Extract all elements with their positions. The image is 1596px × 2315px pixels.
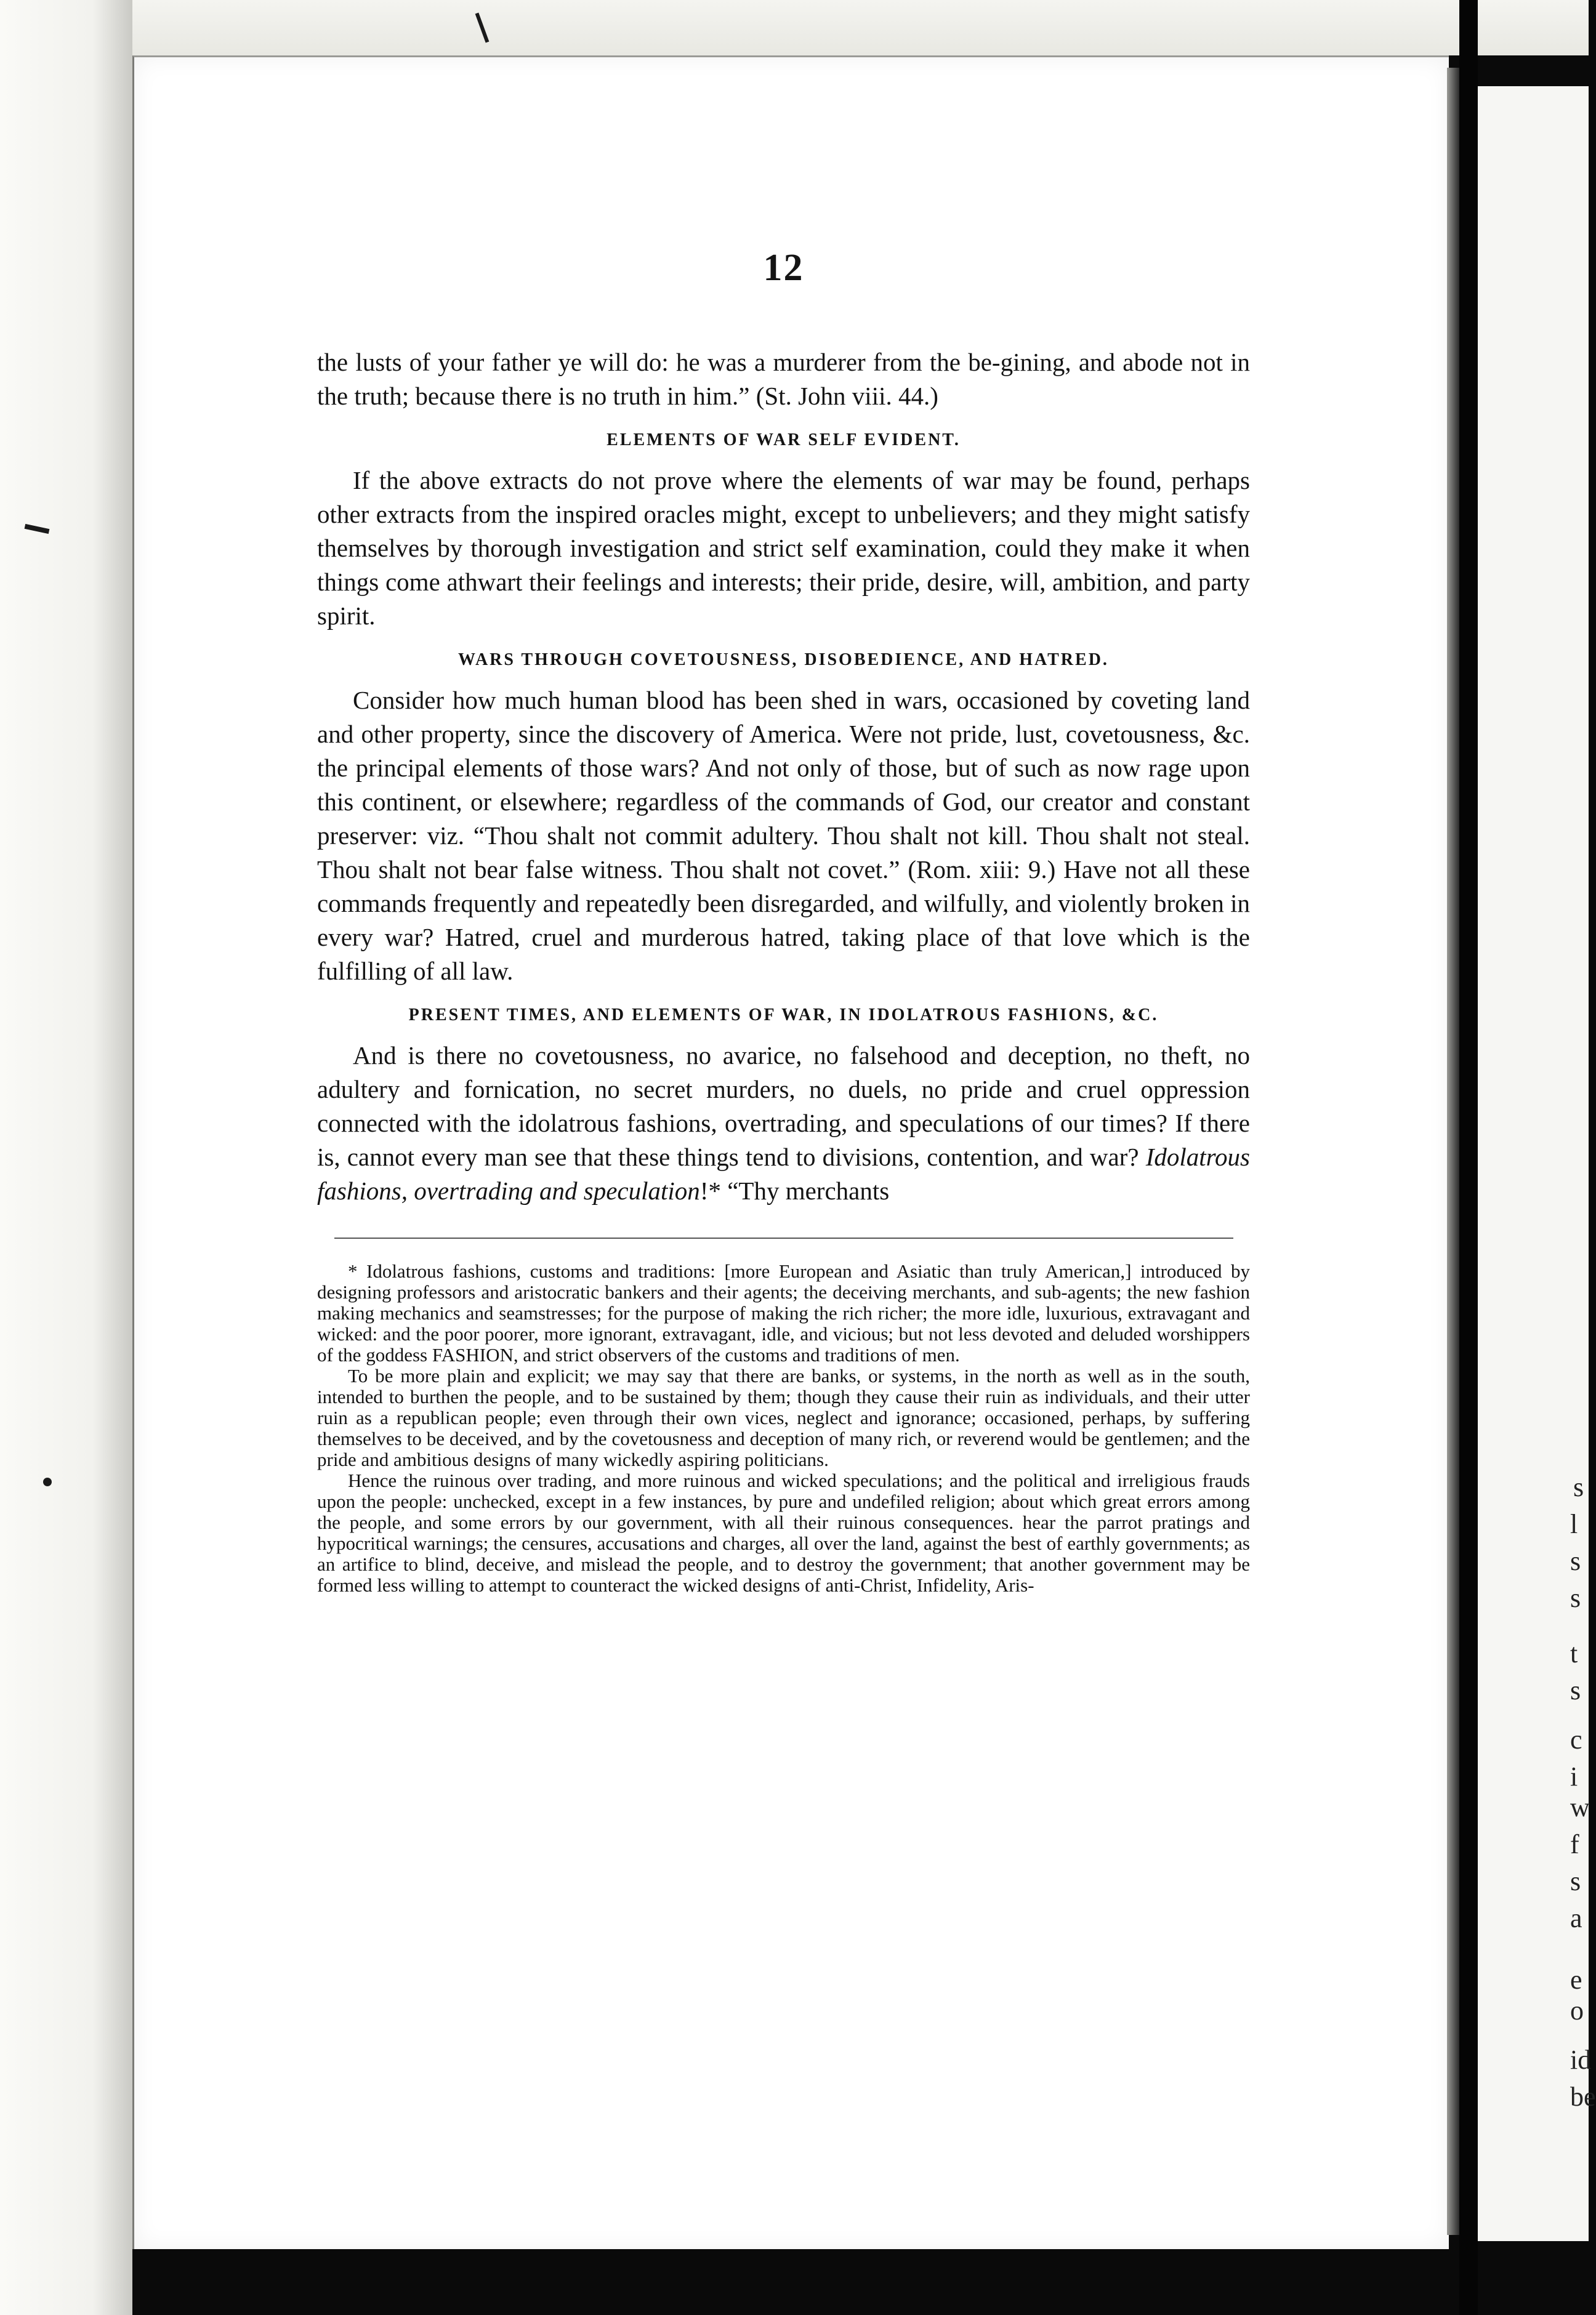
section-heading-war-self-evident: ELEMENTS OF WAR SELF EVIDENT. xyxy=(607,430,961,449)
section-heading-covetousness: WARS THROUGH COVETOUSNESS, DISOBEDIENCE, AND HATRED. xyxy=(458,650,1109,669)
next-page-text: f xyxy=(1570,1829,1579,1859)
next-page-text: s xyxy=(1570,1546,1581,1576)
adjacent-page-fragment xyxy=(1478,86,1596,2241)
next-page-text: o xyxy=(1570,1995,1584,2026)
next-page-text: id xyxy=(1570,2045,1592,2075)
page-number: 12 xyxy=(763,247,804,289)
next-page-text: s xyxy=(1570,1583,1581,1613)
paragraph-text: And is there no covetousness, no avarice, no falsehood and deception, no theft, no adultery and fornication, no secret murders, no duels, no pride and cruel oppression connected with the idolatrous fashions, overtrading, and speculations of our times? If there is, cannot every man see that these things tend to divisions, contention, and war? xyxy=(317,1041,1250,1171)
next-page-text: s xyxy=(1570,1866,1581,1896)
footnotes xyxy=(317,1261,1250,1596)
scan-background-left xyxy=(0,0,132,2315)
page-content xyxy=(317,246,1250,1596)
page-edge-shadow xyxy=(1447,68,1459,2235)
next-page-text: a xyxy=(1570,1903,1582,1933)
next-page-text: l xyxy=(1570,1509,1578,1539)
next-page-text: i xyxy=(1570,1761,1578,1792)
scan-speck xyxy=(43,1478,52,1486)
next-page-text: c xyxy=(1570,1725,1582,1755)
next-page-text: s xyxy=(1570,1675,1581,1705)
footnote-paragraph: To be more plain and explicit; we may say that there are banks, or systems, in the north as well as in the south, intended to burthen the people, and to be sustained by them; though they cause their ruin as individuals, and their utter ruin as a republican people; even through their own vices, neglect and ignorance; occasioned, perhaps, by suffering themselves to be deceived, and by the covetousness and deception of many rich, or reverend would be gentlemen; and the pride and ambitious designs of many wickedly aspiring politicians. xyxy=(317,1365,1250,1470)
section-paragraph: If the above extracts do not prove where the elements of war may be found, perhaps other extracts from the inspired oracles might, except to unbelievers; and they might satisfy themselves by thorough investigation and strict self examination, could they make it when things come athwart their feelings and interests; their pride, desire, will, ambition, and party spirit. xyxy=(317,466,1250,630)
footnote-paragraph: * Idolatrous fashions, customs and traditions: [more European and Asiatic than truly American,] introduced by designing professors and aristocratic bankers and their agents; the deceiving merchants, and sub-agents; the new fashion making mechanics and seamstresses; for the purpose of making the rich richer; the more idle, luxurious, extravagant and wicked: and the poor poorer, more ignorant, extravagant, idle, and vicious; but not less devoted and deluded worshippers of the goddess FASHION, and strict observers of the customs and traditions of men. xyxy=(317,1260,1250,1366)
italic-phrase: Idolatrous fashions, overtrading and speculation xyxy=(317,1143,1251,1205)
section-paragraph xyxy=(317,1039,1250,1208)
section-heading-present-times: PRESENT TIMES, AND ELEMENTS OF WAR, IN IDOLATROUS FASHIONS, &C. xyxy=(408,1005,1159,1025)
next-page-text: s xyxy=(1573,1472,1584,1502)
opening-paragraph: the lusts of your father ye will do: he was a murderer from the be-gining, and abode not in the truth; because there is no truth in him.” (St. John viii. 44.) xyxy=(317,348,1250,410)
next-page-text: w xyxy=(1570,1792,1590,1822)
scan-background-top xyxy=(0,0,1589,55)
section-paragraph: Consider how much human blood has been shed in wars, occasioned by coveting land and other property, since the discovery of America. Were not pride, lust, covetousness, &c. the principal elements of those wars? And not only of those, but of such as now rage upon this continent, or elsewhere; regardless of the commands of God, our creator and constant preserver: viz. “Thou shalt not commit adultery. Thou shalt not kill. Thou shalt not steal. Thou shalt not bear false witness. Thou shalt not covet.” (Rom. xiii: 9.) Have not all these commands frequently and repeatedly been disregarded, and wilfully, and violently broken in every war? Hatred, cruel and murderous hatred, taking place of that love which is the fulfilling of all law. xyxy=(317,686,1250,985)
footnote-divider xyxy=(334,1238,1233,1239)
paragraph-text: !* “Thy merchants xyxy=(699,1177,890,1205)
next-page-text: be xyxy=(1570,2082,1596,2112)
next-page-text: t xyxy=(1570,1638,1578,1669)
book-gutter xyxy=(1459,0,1478,2315)
footnote-paragraph: Hence the ruinous over trading, and more ruinous and wicked speculations; and the political and irreligious frauds upon the people: unchecked, except in a few instances, by pure and undefiled religion; about which great errors among the people, and some errors by our government, with all their ruinous consequences. hear the parrot pratings and hypocritical warnings; the censures, accusations and charges, all over the land, against the best of earthly governments; as an artifice to blind, deceive, and mislead the people, and to destroy the government; that another government may be formed less willing to attempt to counteract the wicked designs of anti-Christ, Infidelity, Aris- xyxy=(317,1470,1250,1596)
next-page-text: e xyxy=(1570,1965,1582,1995)
